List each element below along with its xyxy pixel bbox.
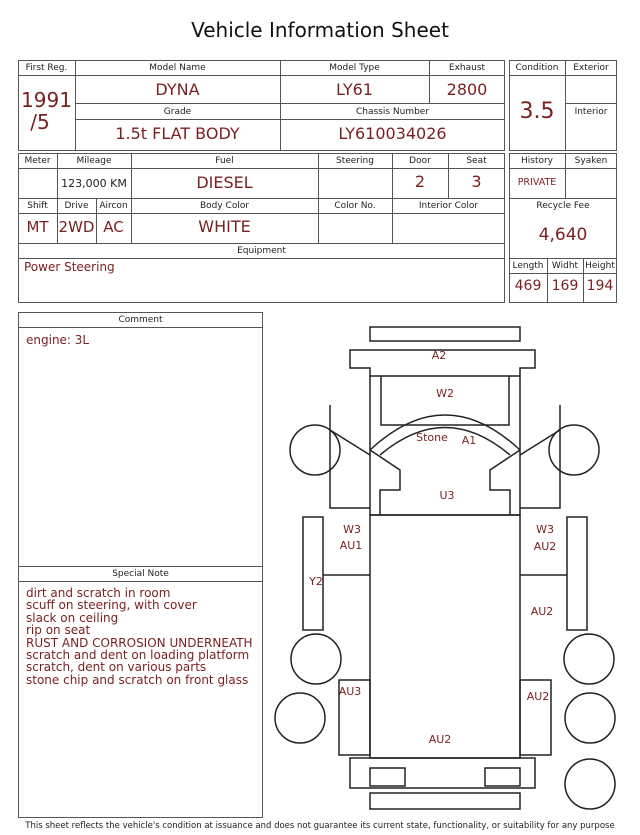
model-type-value: LY61 [336,80,373,99]
special-notes-list [26,587,261,686]
mark-w3-left: W3 [343,523,361,536]
recycle-fee-label: Recycle Fee [536,201,590,211]
grade-value: 1.5t FLAT BODY [115,124,240,143]
aircon-value: AC [103,218,124,236]
mark-stone: Stone [416,431,448,444]
body-color-label: Body Color [199,201,250,211]
front-left-wheel [290,425,340,475]
interior-label: Interior [574,107,608,117]
model-name-value: DYNA [155,80,200,99]
truck-windshield-outline [381,376,509,425]
right-mirror [520,405,560,508]
seat-value: 3 [471,172,482,191]
mileage-value: 123,000 KM [61,177,127,190]
fuel-value: DIESEL [196,173,253,192]
model-name-label: Model Name [149,63,206,73]
left-mirror [330,405,370,508]
mark-a2: A2 [431,349,447,362]
exterior-label: Exterior [573,63,609,73]
shift-label: Shift [27,201,48,211]
equipment-label: Equipment [237,246,286,256]
special-note-item: RUST AND CORROSION UNDERNEATH [26,635,253,650]
truck-damage-diagram [270,315,640,818]
right-side-gate [567,517,587,630]
exhaust-label: Exhaust [448,63,486,73]
mark-y2: Y2 [309,575,323,588]
length-value: 469 [514,278,542,294]
truck-rear-bumper [350,758,535,788]
width-label: Widht [551,261,579,271]
rear-left-wheel [275,693,325,743]
first-reg-month: /5 [30,110,50,134]
height-value: 194 [586,278,614,294]
mark-au1: AU1 [339,539,363,552]
disclaimer-footer: This sheet reflects the vehicle's condition at issuance and does not guarantee its current state, functionality, or suitability for any purpose [25,821,615,831]
mark-au3: AU3 [338,685,362,698]
cargo-bed [370,515,520,758]
front-right-wheel [549,425,599,475]
height-label: Height [585,261,615,271]
truck-bottom-bar [370,793,520,809]
fuel-label: Fuel [215,156,234,166]
rear-right-wheel [565,693,615,743]
special-note-item: scratch and dent on loading platform [26,648,250,663]
door-label: Door [409,156,431,166]
model-type-label: Model Type [329,63,380,73]
drive-label: Drive [64,201,89,211]
first-reg-year: 1991 [21,88,72,112]
recycle-fee-value: 4,640 [538,225,588,245]
mid-right-wheel [564,634,614,684]
mark-au2-right-mid: AU2 [530,605,554,618]
mark-w3-right: W3 [536,523,554,536]
condition-score: 3.5 [519,99,555,124]
width-value: 169 [551,278,579,294]
history-label: History [520,156,554,166]
exhaust-value: 2800 [446,80,488,99]
shift-value: MT [26,218,49,236]
mileage-label: Mileage [76,156,112,166]
comment-text: engine: 3L [26,333,90,347]
special-note-item: stone chip and scratch on front glass [26,672,249,687]
chassis-number-value: LY610034026 [338,124,447,143]
left-side-gate [303,517,323,630]
special-note-item: scratch, dent on various parts [26,660,207,675]
special-note-label: Special Note [112,569,169,579]
door-value: 2 [414,172,426,191]
sheet-title: Vehicle Information Sheet [191,18,449,42]
syaken-label: Syaken [574,156,608,166]
mark-w2: W2 [436,387,454,400]
steering-label: Steering [336,156,374,166]
chassis-number-label: Chassis Number [355,107,430,117]
drive-value: 2WD [58,218,95,236]
comment-label: Comment [118,315,163,325]
mid-left-wheel [291,634,341,684]
history-value: PRIVATE [517,177,557,188]
special-note-item: slack on ceiling [26,610,119,625]
interior-color-label: Interior Color [418,201,479,211]
special-note-item: dirt and scratch in room [26,586,171,600]
truck-top-bar [370,327,520,341]
mark-u3: U3 [439,489,455,502]
mark-au2-bottom: AU2 [428,733,452,746]
body-color-value: WHITE [198,217,251,236]
mark-a1: A1 [461,434,477,447]
mark-au2-right-top: AU2 [533,540,557,553]
first-reg-label: First Reg. [25,63,68,73]
special-note-item: rip on seat [26,623,91,638]
special-note-item: scuff on steering, with cover [26,598,197,613]
spare-wheel [565,759,615,809]
aircon-label: Aircon [99,201,128,211]
condition-label: Condition [515,63,559,73]
color-no-label: Color No. [334,201,376,211]
length-label: Length [512,261,544,271]
mark-au2-right-low: AU2 [526,690,550,703]
comment-panel [18,312,263,818]
grade-label: Grade [163,107,192,117]
meter-label: Meter [24,156,51,166]
equipment-value: Power Steering [24,260,115,274]
seat-label: Seat [466,156,487,166]
